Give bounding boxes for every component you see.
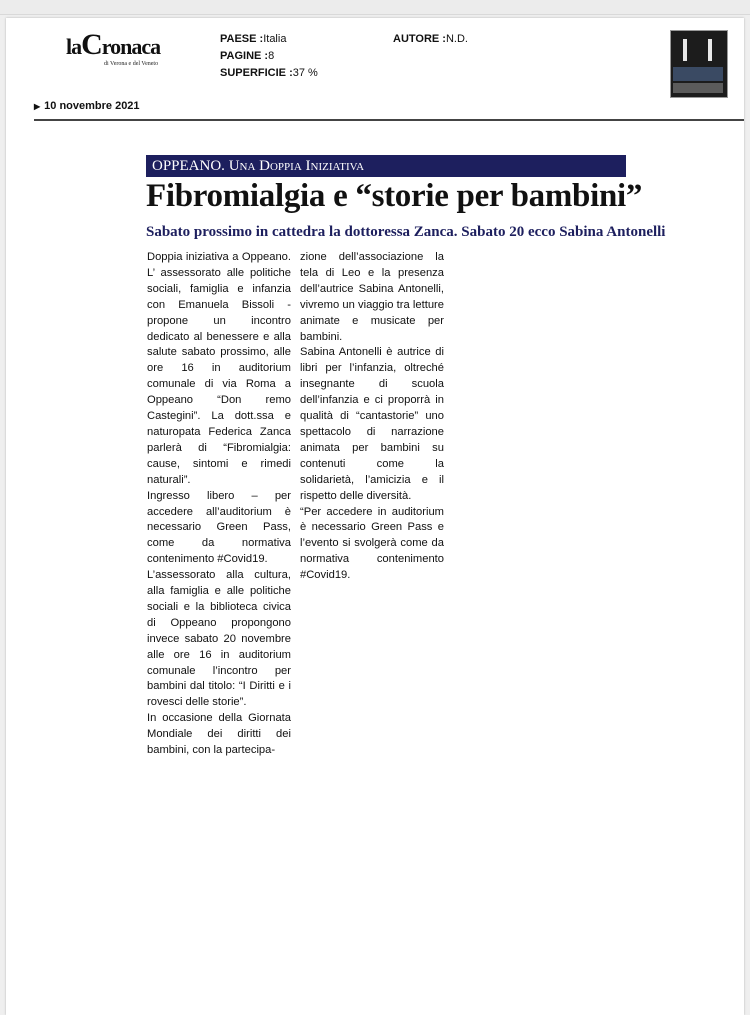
pagine-value: 8 <box>268 50 275 62</box>
superficie-value: 37 % <box>292 67 318 79</box>
article-column-1 <box>147 250 291 759</box>
paragraph: “Per accedere in auditorium è necessario Green Pass e l’evento si svolgerà come da normativa contenimento #Covid19. <box>300 505 444 582</box>
meta-paese <box>220 33 286 45</box>
paese-value: Italia <box>263 33 287 45</box>
logo-la: la <box>66 34 82 59</box>
paragraph: L’assessorato alla cultura, alla famiglia e alle politiche sociali e la biblioteca civica di Oppeano propongono invece sabato 20 novembre alle ore 16 in auditorium comunale l’incontro per bambini dal titolo: “I Diritti e i rovesci delle storie”. <box>147 569 291 709</box>
viewer-top-bar <box>0 0 750 15</box>
article-column-2 <box>300 250 444 584</box>
page-thumbnail[interactable] <box>670 30 728 98</box>
logo-wordmark <box>66 28 160 62</box>
article-subhead: Sabato prossimo in cattedra la dottoressa Zanca. Sabato 20 ecco Sabina Antonelli <box>146 224 666 240</box>
superficie-label: SUPERFICIE : <box>220 67 293 79</box>
logo-rest: ronaca <box>101 34 161 59</box>
triangle-right-icon: ▶ <box>34 102 41 111</box>
paragraph: zione dell’associazione la tela di Leo e la presenza dell’autrice Sabina Antonelli, vivremo un viaggio tra letture animate e musicate per bambini. <box>300 251 444 343</box>
article-kicker <box>146 155 626 177</box>
paragraph: Ingresso libero – per accedere all’auditorium è necessario Green Pass, come da normativa contenimento #Covid19. <box>147 489 291 566</box>
kicker-topic: Una Doppia Iniziativa <box>228 158 365 174</box>
logo-c: C <box>81 28 102 61</box>
meta-autore <box>393 33 468 45</box>
newspaper-logo <box>66 28 176 88</box>
pagine-label: PAGINE : <box>220 50 269 62</box>
kicker-place: OPPEANO. <box>152 158 225 174</box>
header-divider <box>34 119 744 121</box>
paragraph: In occasione della Giornata Mondiale dei diritti dei bambini, con la partecipa- <box>147 712 291 757</box>
logo-subtitle: di Verona e del Veneto <box>104 61 159 67</box>
article-headline: Fibromialgia e “storie per bambini” <box>146 178 643 214</box>
paragraph: Doppia iniziativa a Oppeano. L’ assessorato alle politiche sociali, famiglia e infanzia con Emanuela Bissoli - propone un incontro dedicato al benessere e alla salute sabato prossimo, alle ore 16 in auditorium comunale di via Roma a Oppeano “Don remo Castegini”. La dott.ssa e naturopata Federica Zanca parlerà di “Fibromialgia: cause, sintomi e rimedi naturali”. <box>147 251 291 486</box>
publication-date <box>34 100 140 112</box>
paragraph: Sabina Antonelli è autrice di libri per l’infanzia, oltreché insegnante di scuola dell’infanzia e ci proporrà in qualità di “cantastorie” uno spettacolo di narrazione animata per bambini su contenuti come la solidarietà, l’amicizia e il rispetto delle diversità. <box>300 346 444 502</box>
meta-pagine <box>220 50 274 62</box>
date-text: 10 novembre 2021 <box>44 100 140 112</box>
meta-superficie <box>220 67 318 79</box>
autore-value: N.D. <box>445 33 468 45</box>
autore-label: AUTORE : <box>393 33 446 45</box>
paese-label: PAESE : <box>220 33 264 45</box>
